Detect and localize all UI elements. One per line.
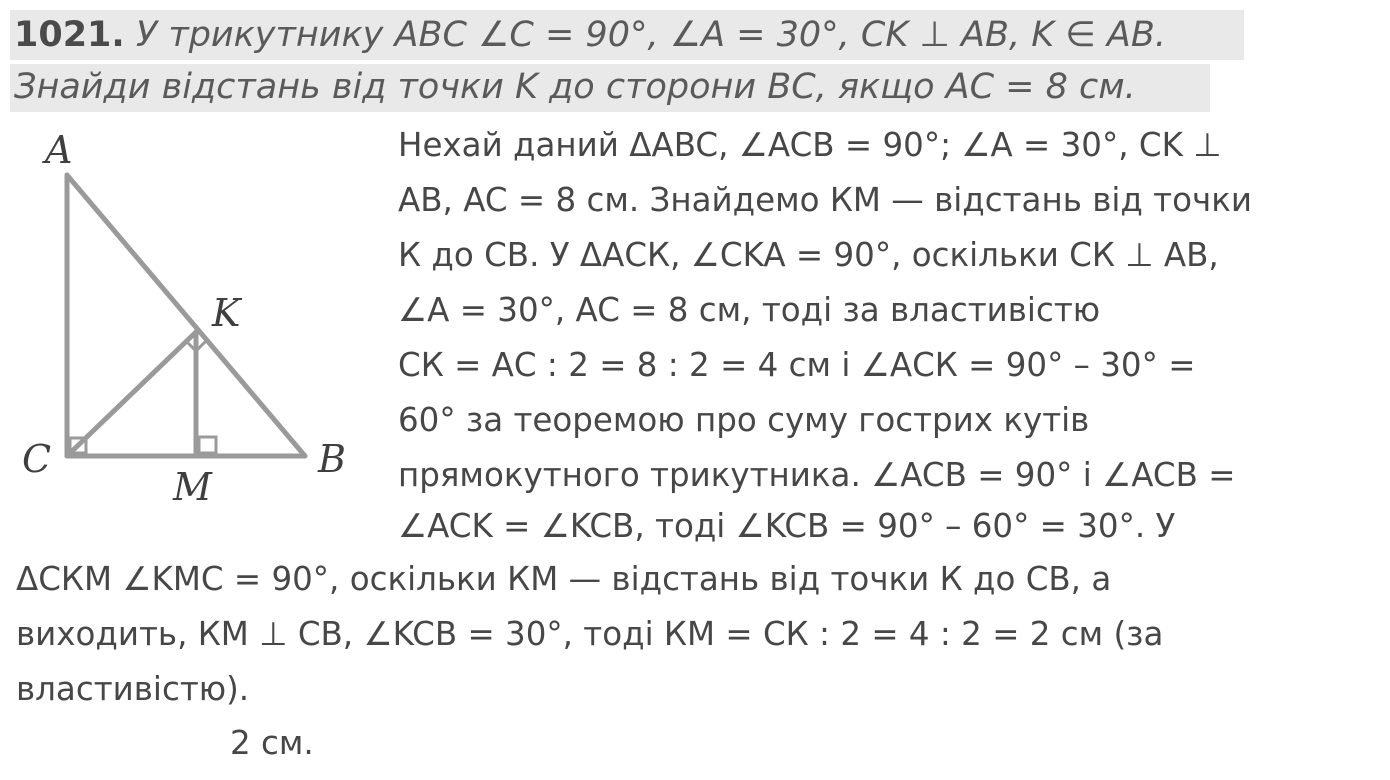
label-a: A [45, 128, 73, 172]
solution-line: ΔСКМ ∠KMC = 90°, оскільки КМ — відстань від точки К до СВ, а [16, 560, 1112, 598]
label-k: K [212, 291, 241, 335]
label-b: B [318, 437, 346, 481]
triangle-figure [0, 120, 380, 520]
problem-number: 1021. [14, 15, 125, 55]
problem-condition-text: У трикутнику ABC ∠C = 90°, ∠A = 30°, CK ⊥ AB, K ∈ AB. [135, 15, 1167, 55]
problem-statement-line-2: Знайди відстань від точки K до сторони BC, якщо AC = 8 см. [14, 67, 1136, 107]
label-c: C [22, 437, 52, 481]
side-ab [67, 175, 305, 456]
solution-line: ∠ACK = ∠KCB, тоді ∠KCB = 90° – 60° = 30°. У [398, 507, 1176, 545]
solution-line: Нехай даний ΔABC, ∠ACB = 90°; ∠A = 30°, CK ⊥ [398, 126, 1222, 164]
solution-line: AB, AC = 8 см. Знайдемо КМ — відстань від точки [398, 181, 1252, 219]
right-angle-m-mark [199, 437, 216, 453]
label-m: M [173, 465, 212, 509]
solution-line: 60° за теоремою про суму гострих кутів [398, 401, 1090, 439]
answer-text: 2 см. [230, 724, 314, 762]
problem-statement-line-1 [14, 12, 1166, 58]
solution-line: К до СВ. У ΔАСК, ∠CKA = 90°, оскільки СК ⊥ АВ, [398, 236, 1219, 274]
solution-line: СК = АС : 2 = 8 : 2 = 4 см і ∠АСК = 90° – 30° = [398, 346, 1196, 384]
solution-line: прямокутного трикутника. ∠ACB = 90° і ∠ACB = [398, 456, 1236, 494]
solution-line: ∠A = 30°, AC = 8 см, тоді за властивістю [398, 291, 1101, 329]
solution-line: виходить, КМ ⊥ СВ, ∠KCB = 30°, тоді КМ = СК : 2 = 4 : 2 = 2 см (за [16, 615, 1164, 653]
solution-line: властивістю). [16, 670, 250, 708]
